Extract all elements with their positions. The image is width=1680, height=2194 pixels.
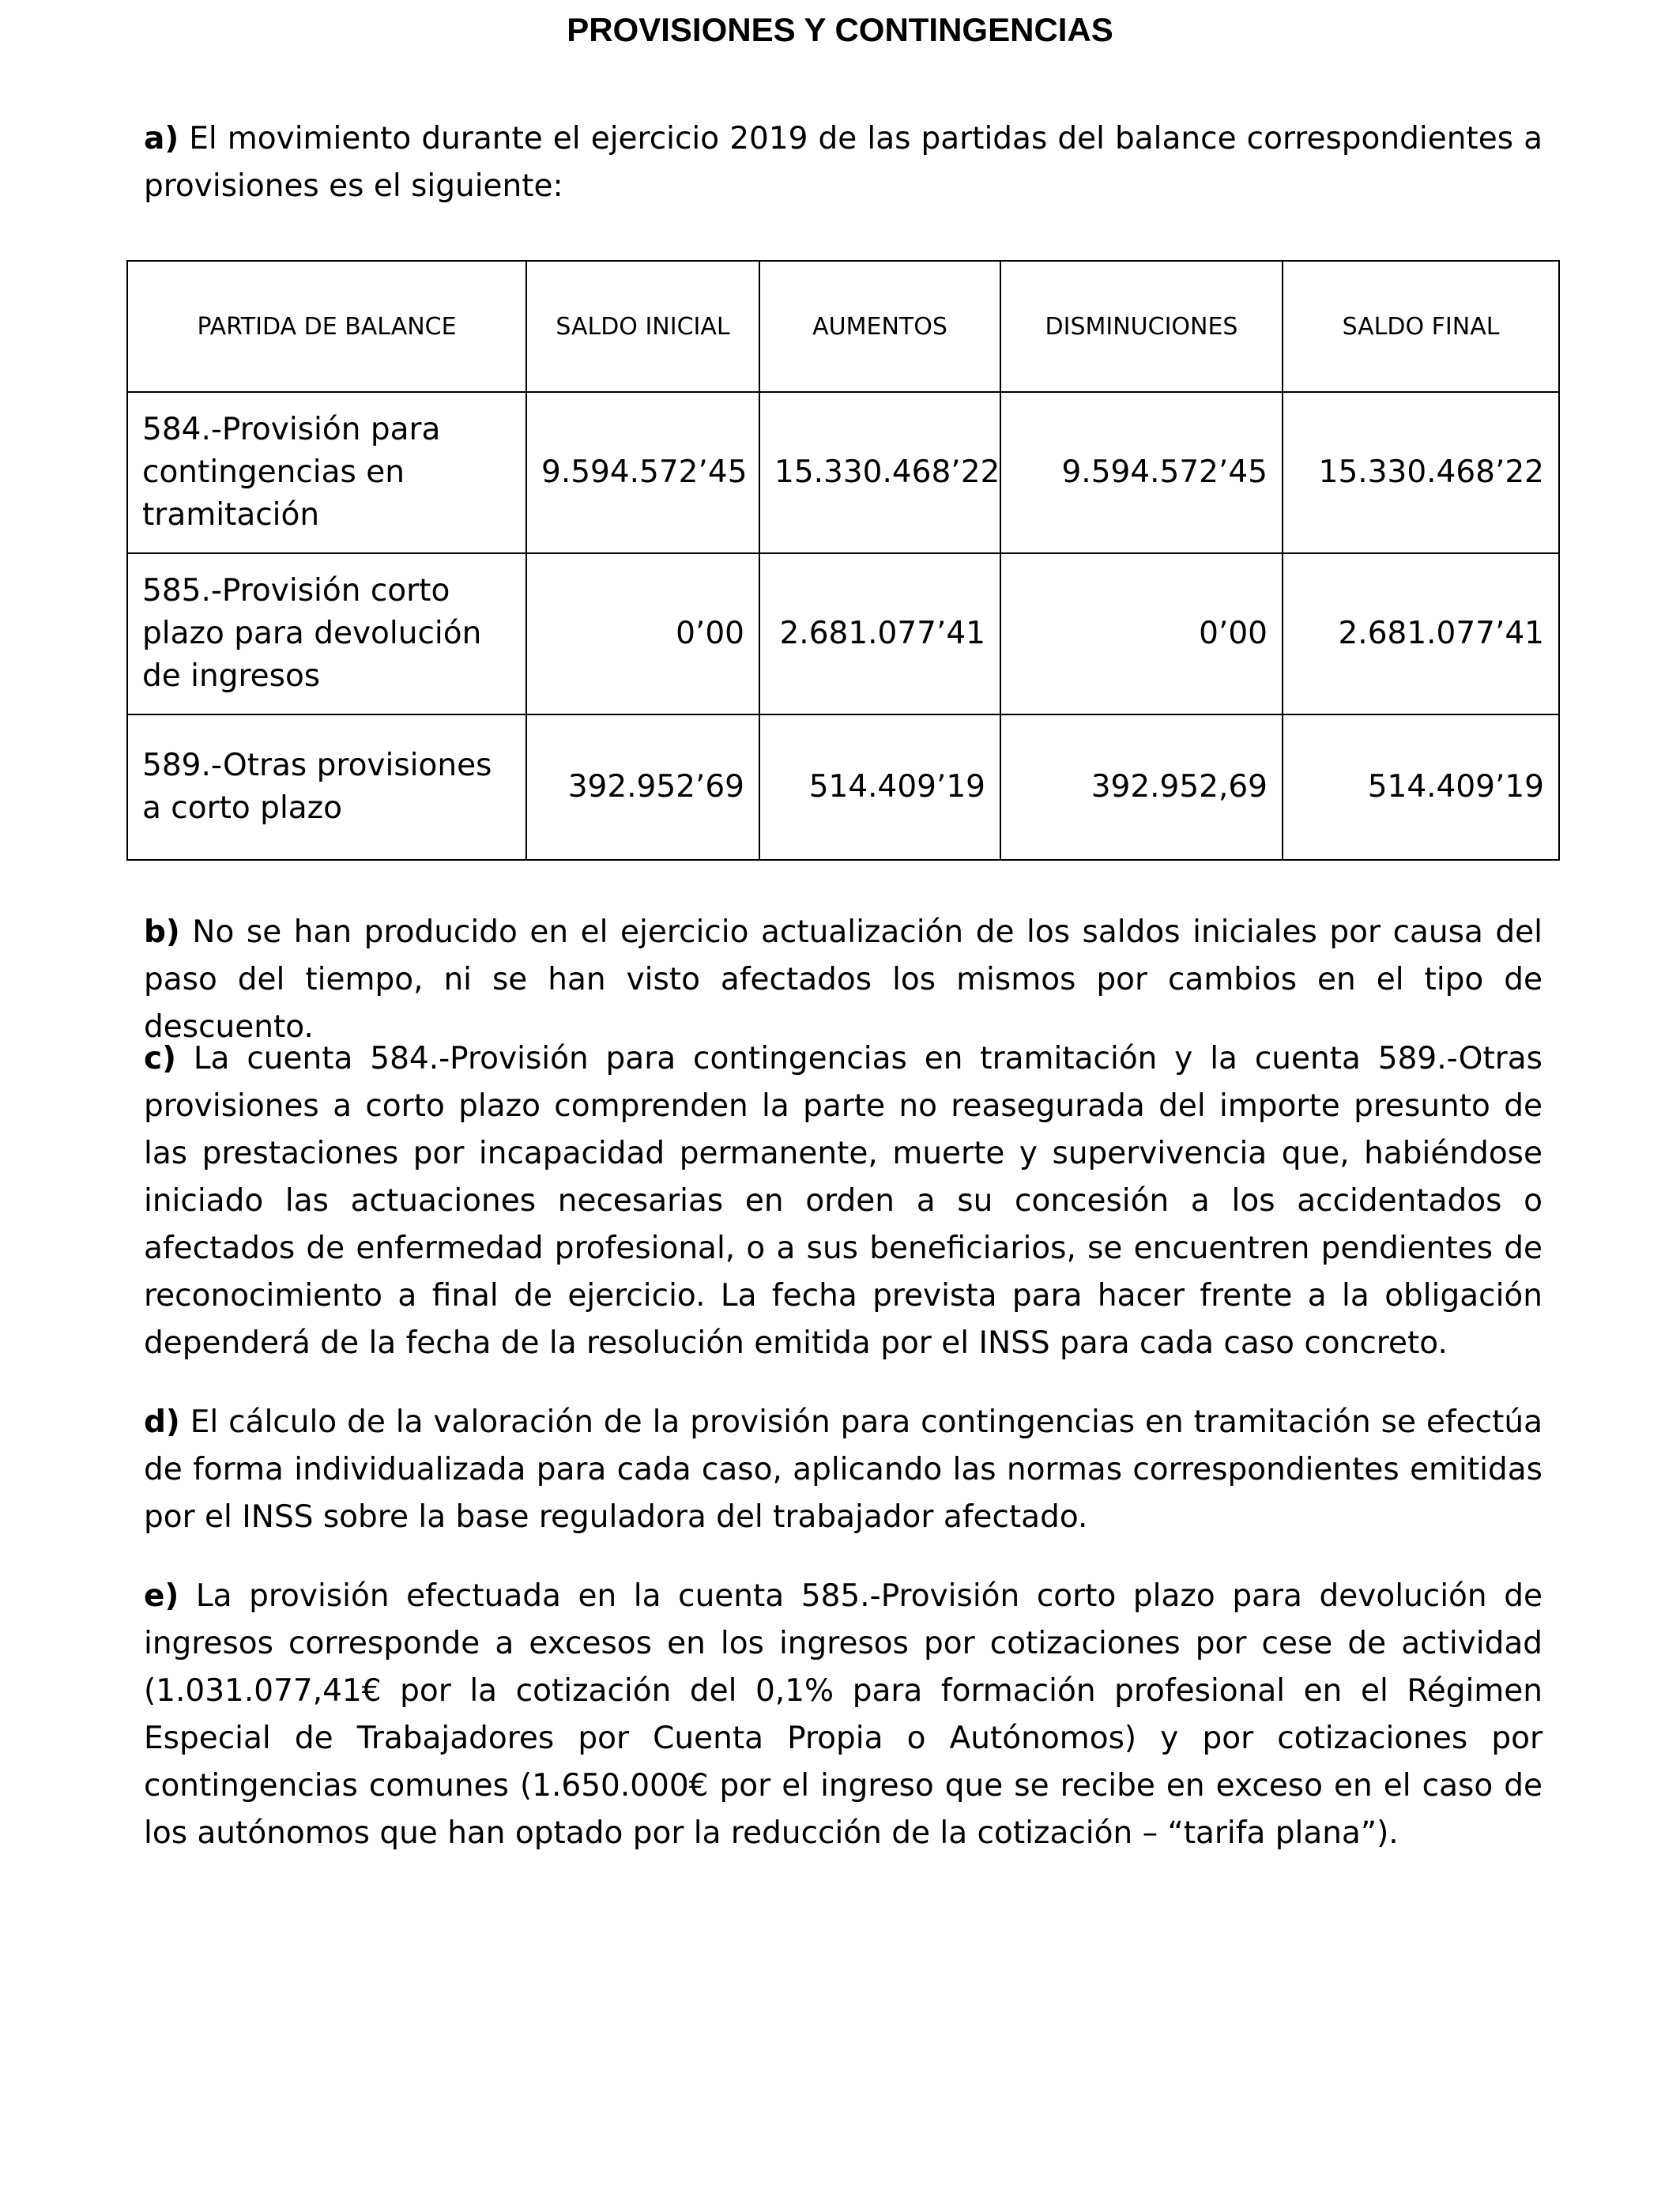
cell-saldo-final: 514.409’19 (1283, 714, 1559, 860)
cell-partida: 584.-Provisión para contingencias en tramitación (127, 392, 526, 553)
header-saldo-final: SALDO FINAL (1283, 261, 1559, 392)
paragraph-a-label: a) (144, 121, 179, 156)
table-header-row (127, 261, 1559, 392)
paragraph-c (144, 1035, 1543, 1367)
paragraph-e (144, 1573, 1543, 1857)
cell-disminuciones: 0’00 (1000, 553, 1283, 714)
cell-partida: 585.-Provisión corto plazo para devolución de ingresos (127, 553, 526, 714)
provisions-table (126, 260, 1560, 861)
cell-saldo-final: 2.681.077’41 (1283, 553, 1559, 714)
cell-aumentos: 15.330.468’22 (759, 392, 1000, 553)
cell-disminuciones: 392.952,69 (1000, 714, 1283, 860)
cell-aumentos: 2.681.077’41 (759, 553, 1000, 714)
paragraph-e-text: La provisión efectuada en la cuenta 585.-Provisión corto plazo para devolución de ingresos corresponde a excesos en los ingresos por cotizaciones por cese de actividad (1.031.077,41€ por la cotización del 0,1% para formación profesional en el Régimen Especial de Trabajadores por Cuenta Propia o Autónomos) y por cotizaciones por contingencias comunes (1.650.000€ por el ingreso que se recibe en exceso en el caso de los autónomos que han optado por la reducción de la cotización – “tarifa plana”). (144, 1578, 1543, 1851)
paragraph-a (144, 115, 1543, 210)
header-aumentos: AUMENTOS (759, 261, 1000, 392)
paragraph-a-text: El movimiento durante el ejercicio 2019 de las partidas del balance correspondientes a provisiones es el siguiente: (144, 121, 1543, 204)
cell-aumentos: 514.409’19 (759, 714, 1000, 860)
paragraph-c-text: La cuenta 584.-Provisión para contingencias en tramitación y la cuenta 589.-Otras provisiones a corto plazo comprenden la parte no reasegurada del importe presunto de las prestaciones por incapacidad permanente, muerte y supervivencia que, habiéndose iniciado las actuaciones necesarias en orden a su concesión a los accidentados o afectados de enfermedad profesional, o a sus beneficiarios, se encuentren pendientes de reconocimiento a final de ejercicio. La fecha prevista para hacer frente a la obligación dependerá de la fecha de la resolución emitida por el INSS para cada caso concreto. (144, 1041, 1543, 1361)
cell-disminuciones: 9.594.572’45 (1000, 392, 1283, 553)
paragraph-b-label: b) (144, 914, 180, 950)
cell-saldo-inicial: 0’00 (526, 553, 759, 714)
paragraph-c-label: c) (144, 1041, 176, 1076)
paragraph-b-text: No se han producido en el ejercicio actualización de los saldos iniciales por causa del paso del tiempo, ni se han visto afectados los mismos por cambios en el tipo de descuento. (144, 914, 1543, 1045)
header-saldo-inicial: SALDO INICIAL (526, 261, 759, 392)
header-partida: PARTIDA DE BALANCE (127, 261, 526, 392)
page-title: PROVISIONES Y CONTINGENCIAS (567, 11, 1113, 48)
cell-saldo-inicial: 9.594.572’45 (526, 392, 759, 553)
table-row (127, 553, 1559, 714)
cell-saldo-final: 15.330.468’22 (1283, 392, 1559, 553)
cell-partida: 589.-Otras provisiones a corto plazo (127, 714, 526, 860)
paragraph-e-label: e) (144, 1578, 179, 1614)
paragraph-d-text: El cálculo de la valoración de la provisión para contingencias en tramitación se efectúa de forma individualizada para cada caso, aplicando las normas correspondientes emitidas por el INSS sobre la base reguladora del trabajador afectado. (144, 1404, 1543, 1535)
paragraph-d-label: d) (144, 1404, 180, 1440)
header-disminuciones: DISMINUCIONES (1000, 261, 1283, 392)
paragraph-b (144, 909, 1543, 1051)
paragraph-d (144, 1399, 1543, 1541)
cell-saldo-inicial: 392.952’69 (526, 714, 759, 860)
table-row (127, 392, 1559, 553)
table-row (127, 714, 1559, 860)
